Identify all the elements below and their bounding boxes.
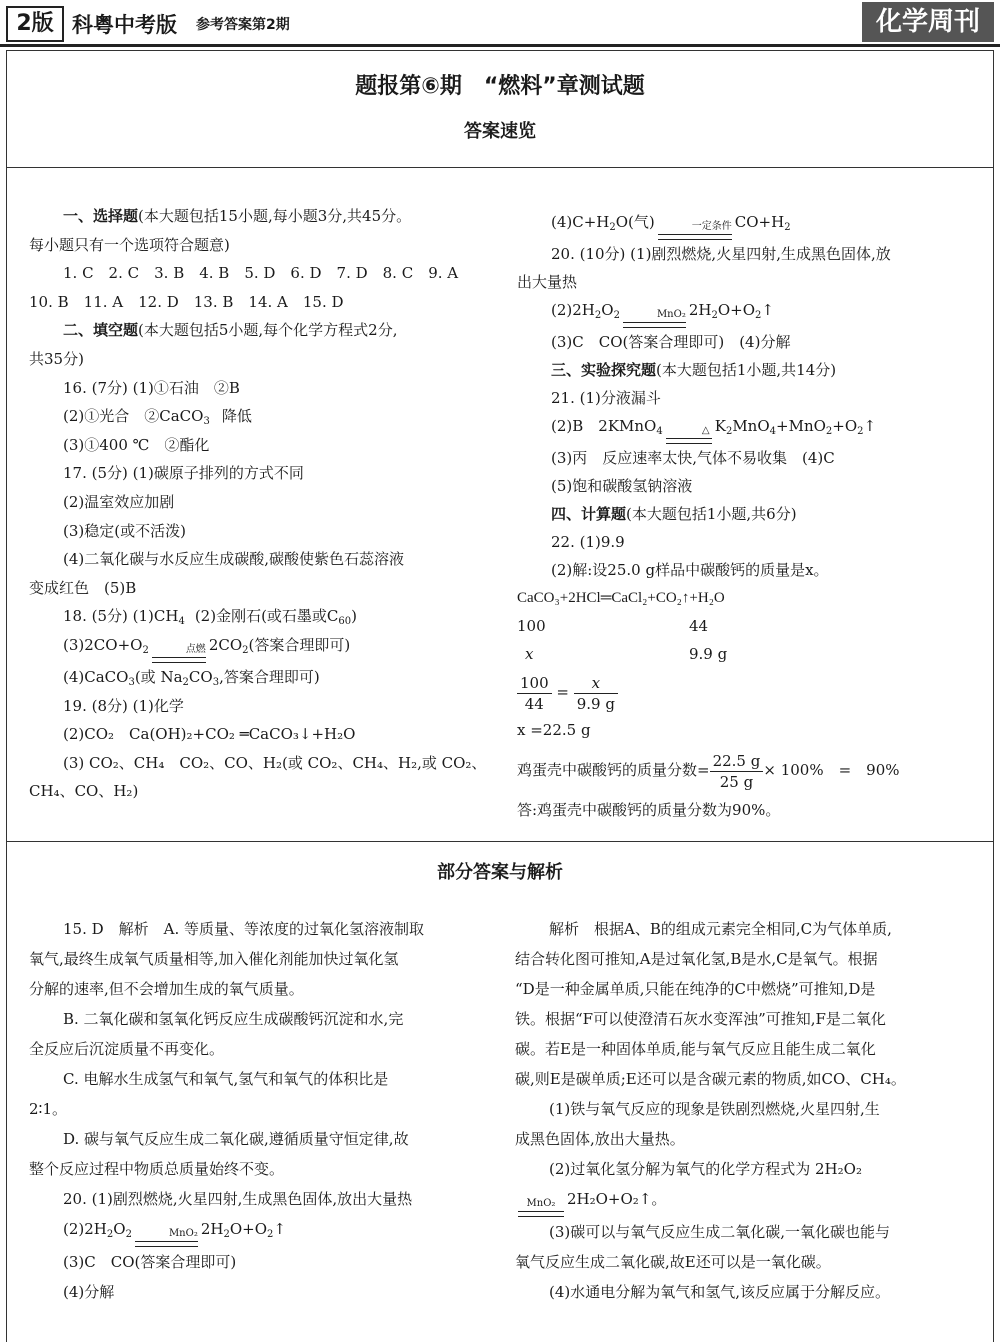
analysis-line: 成黑色固体,放出大量热。: [515, 1130, 685, 1148]
equation-line: $(2)2H_2O_2$ MnO₂ $2H_2O+O_2↑$: [29, 1214, 491, 1247]
analysis-line: 氧气反应生成二氧化碳,故E还可以是一氧化碳。: [515, 1253, 831, 1271]
analysis-line: (4)水通电分解为氧气和氢气,该反应属于分解反应。: [549, 1283, 891, 1301]
equation-line: MnO₂ 2H₂O+O₂↑。: [515, 1184, 980, 1217]
equation-line: $(2)2H_2O_2$ MnO₂ $2H_2O+O_2↑$: [517, 296, 982, 328]
reaction-condition: MnO₂: [135, 1228, 198, 1247]
analysis-line: 整个反应过程中物质总质量始终不变。: [29, 1160, 285, 1178]
analysis-line: 结合转化图可推知,A是过氧化氢,B是水,C是氧气。根据: [515, 950, 878, 968]
analysis-right-column: [515, 914, 980, 1307]
analysis-line: (3)C CO(答案合理即可): [63, 1253, 237, 1271]
answers-right-column: [517, 208, 982, 824]
answer-line: (3) CO₂、CH₄ CO₂、CO、H₂(或 CO₂、CH₄、H₂,或 CO₂、: [63, 753, 487, 772]
answer-line: (3)①400 ℃ ②酯化: [63, 435, 210, 454]
section-note: (本大题包括1小题,共6分): [626, 505, 797, 523]
answer-line: (3)C CO(答案合理即可) (4)分解: [551, 333, 791, 351]
mass-row: x 9.9 g: [525, 645, 728, 663]
analysis-line: 碳,则E是碳单质;E还可以是含碳元素的物质,如CO、CH₄。: [515, 1070, 906, 1088]
reaction-condition: MnO₂: [623, 309, 686, 328]
edition-label: 2版: [6, 6, 64, 42]
analysis-line: C. 电解水生成氢气和氧气,氢气和氧气的体积比是: [63, 1070, 389, 1088]
mc-answers: 1. C 2. C 3. B 4. B 5. D 6. D 7. D 8. C 9. A: [63, 264, 459, 283]
answer-line: 16. (7分) (1)①石油 ②B: [63, 378, 240, 397]
reaction-condition: MnO₂: [518, 1198, 564, 1217]
equation-line: (2)B 2KMnO$_4$ △ $K_2MnO_4+MnO_2+O_2↑$: [517, 412, 982, 444]
answer-line: 20. (10分) (1)剧烈燃烧,火星四射,生成黑色固体,放: [551, 245, 891, 263]
analysis-line: (1)铁与氧气反应的现象是铁剧烈燃烧,火星四射,生: [549, 1100, 880, 1118]
reaction-condition: △: [666, 425, 712, 444]
title-box: [6, 50, 994, 168]
answer-line: 22. (1)9.9: [551, 533, 625, 551]
analysis-line: 20. (1)剧烈燃烧,火星四射,生成黑色固体,放出大量热: [63, 1190, 413, 1208]
answer-line: 17. (5分) (1)碳原子排列的方式不同: [63, 464, 304, 483]
answer-line: (2)温室效应加剧: [63, 492, 175, 511]
answer-line: (2)①光合 ②CaCO$_3$ 降低: [63, 407, 252, 428]
analysis-line: 全反应后沉淀质量不再变化。: [29, 1040, 225, 1058]
analysis-line: 解析 根据A、B的组成元素完全相同,C为气体单质,: [549, 920, 892, 938]
analysis-line: (2)过氧化氢分解为氧气的化学方程式为 2H₂O₂: [549, 1160, 862, 1178]
section-note: (本大题包括5小题,每个化学方程式2分,: [138, 321, 398, 340]
analysis-line: 15. D 解析 A. 等质量、等浓度的过氧化氢溶液制取: [63, 920, 425, 938]
answer-line: 18. (5分) $(1)CH_4$ (2)金刚石(或石墨或$C_{60}$): [63, 607, 357, 628]
answer-line: (2)解:设25.0 g样品中碳酸钙的质量是x。: [551, 561, 829, 579]
analysis-line: 铁。根据“F可以使澄清石灰水变浑浊”可推知,F是二氧化: [515, 1010, 886, 1028]
answer-line: (4)CaCO$_3$(或 $Na_2CO_3$,答案合理即可): [63, 667, 320, 688]
reaction-condition: 一定条件: [658, 221, 732, 240]
answer-line: (5)饱和碳酸氢钠溶液: [551, 477, 693, 495]
reaction-condition: 点燃: [152, 644, 206, 663]
issue-label: 参考答案第2期: [196, 17, 290, 33]
analysis-line: (3)碳可以与氧气反应生成二氧化碳,一氧化碳也能与: [549, 1223, 891, 1241]
page-title: 题报第⑥期 “燃料”章测试题: [355, 74, 645, 99]
page-subtitle: 答案速览: [464, 121, 536, 142]
equation-line: $(3)2CO+O_2$ 点燃 $2CO_2$(答案合理即可): [29, 631, 489, 663]
answer-line: CH₄、CO、H₂): [29, 782, 139, 801]
analysis-left-column: [29, 914, 491, 1307]
equation-line: (2)CO₂ Ca(OH)₂+CO₂ ═CaCO₃↓+H₂O: [63, 725, 356, 744]
analysis-line: D. 碳与氧气反应生成二氧化碳,遵循质量守恒定律,故: [63, 1130, 409, 1148]
mass-row: 100 44: [517, 617, 709, 635]
analysis-line: 氧气,最终生成氧气质量相等,加入催化剂能加快过氧化氢: [29, 950, 399, 968]
analysis-line: 2∶1。: [29, 1100, 67, 1118]
section-note: 共35分): [29, 349, 84, 368]
proportion-line: $\frac{100}{44}$ = $\frac{x}{9.9 g}$: [517, 668, 982, 716]
percentage-line: 鸡蛋壳中碳酸钙的质量分数= $\frac{22.5 g}{25 g}$ × 100% = 90%: [517, 751, 900, 791]
section-note: (本大题包括1小题,共14分): [656, 361, 837, 379]
publication-name: 科粤中考版: [72, 13, 177, 37]
answer-line: x =22.5 g: [517, 721, 591, 739]
analysis-line: B. 二氧化碳和氢氧化钙反应生成碳酸钙沉淀和水,完: [63, 1010, 404, 1028]
analysis-line: (4)分解: [63, 1283, 115, 1301]
answer-line: (3)稳定(或不活泼): [63, 521, 186, 540]
equation-line: CaCO₃+2HCl═CaCl₂+CO₂↑+H₂O: [517, 590, 725, 606]
answer-line: (3)丙 反应速率太快,气体不易收集 (4)C: [551, 449, 835, 467]
page-header: [0, 0, 1000, 47]
answer-line: 19. (8分) (1)化学: [63, 696, 184, 715]
answer-line: 变成红色 (5)B: [29, 578, 137, 597]
answers-box: [6, 168, 994, 842]
section-heading: 四、计算题: [551, 505, 627, 523]
analysis-box: [6, 842, 994, 1342]
analysis-line: “D是一种金属单质,只能在纯净的C中燃烧”可推知,D是: [515, 980, 876, 998]
section-title: 部分答案与解析: [437, 862, 563, 883]
answers-left-column: [29, 202, 489, 806]
brand-banner: 化学周刊: [862, 2, 994, 42]
equation-line: $(4)C+H_2O$(气) 一定条件 $CO+H_2$: [517, 208, 982, 240]
answer-line: 出大量热: [517, 273, 578, 291]
section-heading: 二、填空题: [63, 321, 139, 340]
answer-line: (4)二氧化碳与水反应生成碳酸,碳酸使紫色石蕊溶液: [63, 550, 405, 569]
mc-answers: 10. B 11. A 12. D 13. B 14. A 15. D: [29, 292, 344, 311]
section-heading: 三、实验探究题: [551, 361, 657, 379]
analysis-line: 分解的速率,但不会增加生成的氧气质量。: [29, 980, 304, 998]
answer-line: 21. (1)分液漏斗: [551, 389, 661, 407]
analysis-line: 碳。若E是一种固体单质,能与氧气反应且能生成二氧化: [515, 1040, 876, 1058]
section-note: (本大题包括15小题,每小题3分,共45分。: [138, 207, 412, 225]
section-note: 每小题只有一个选项符合题意): [29, 235, 230, 254]
section-heading: 一、选择题: [63, 207, 139, 225]
answer-line: 答:鸡蛋壳中碳酸钙的质量分数为90%。: [517, 801, 781, 819]
